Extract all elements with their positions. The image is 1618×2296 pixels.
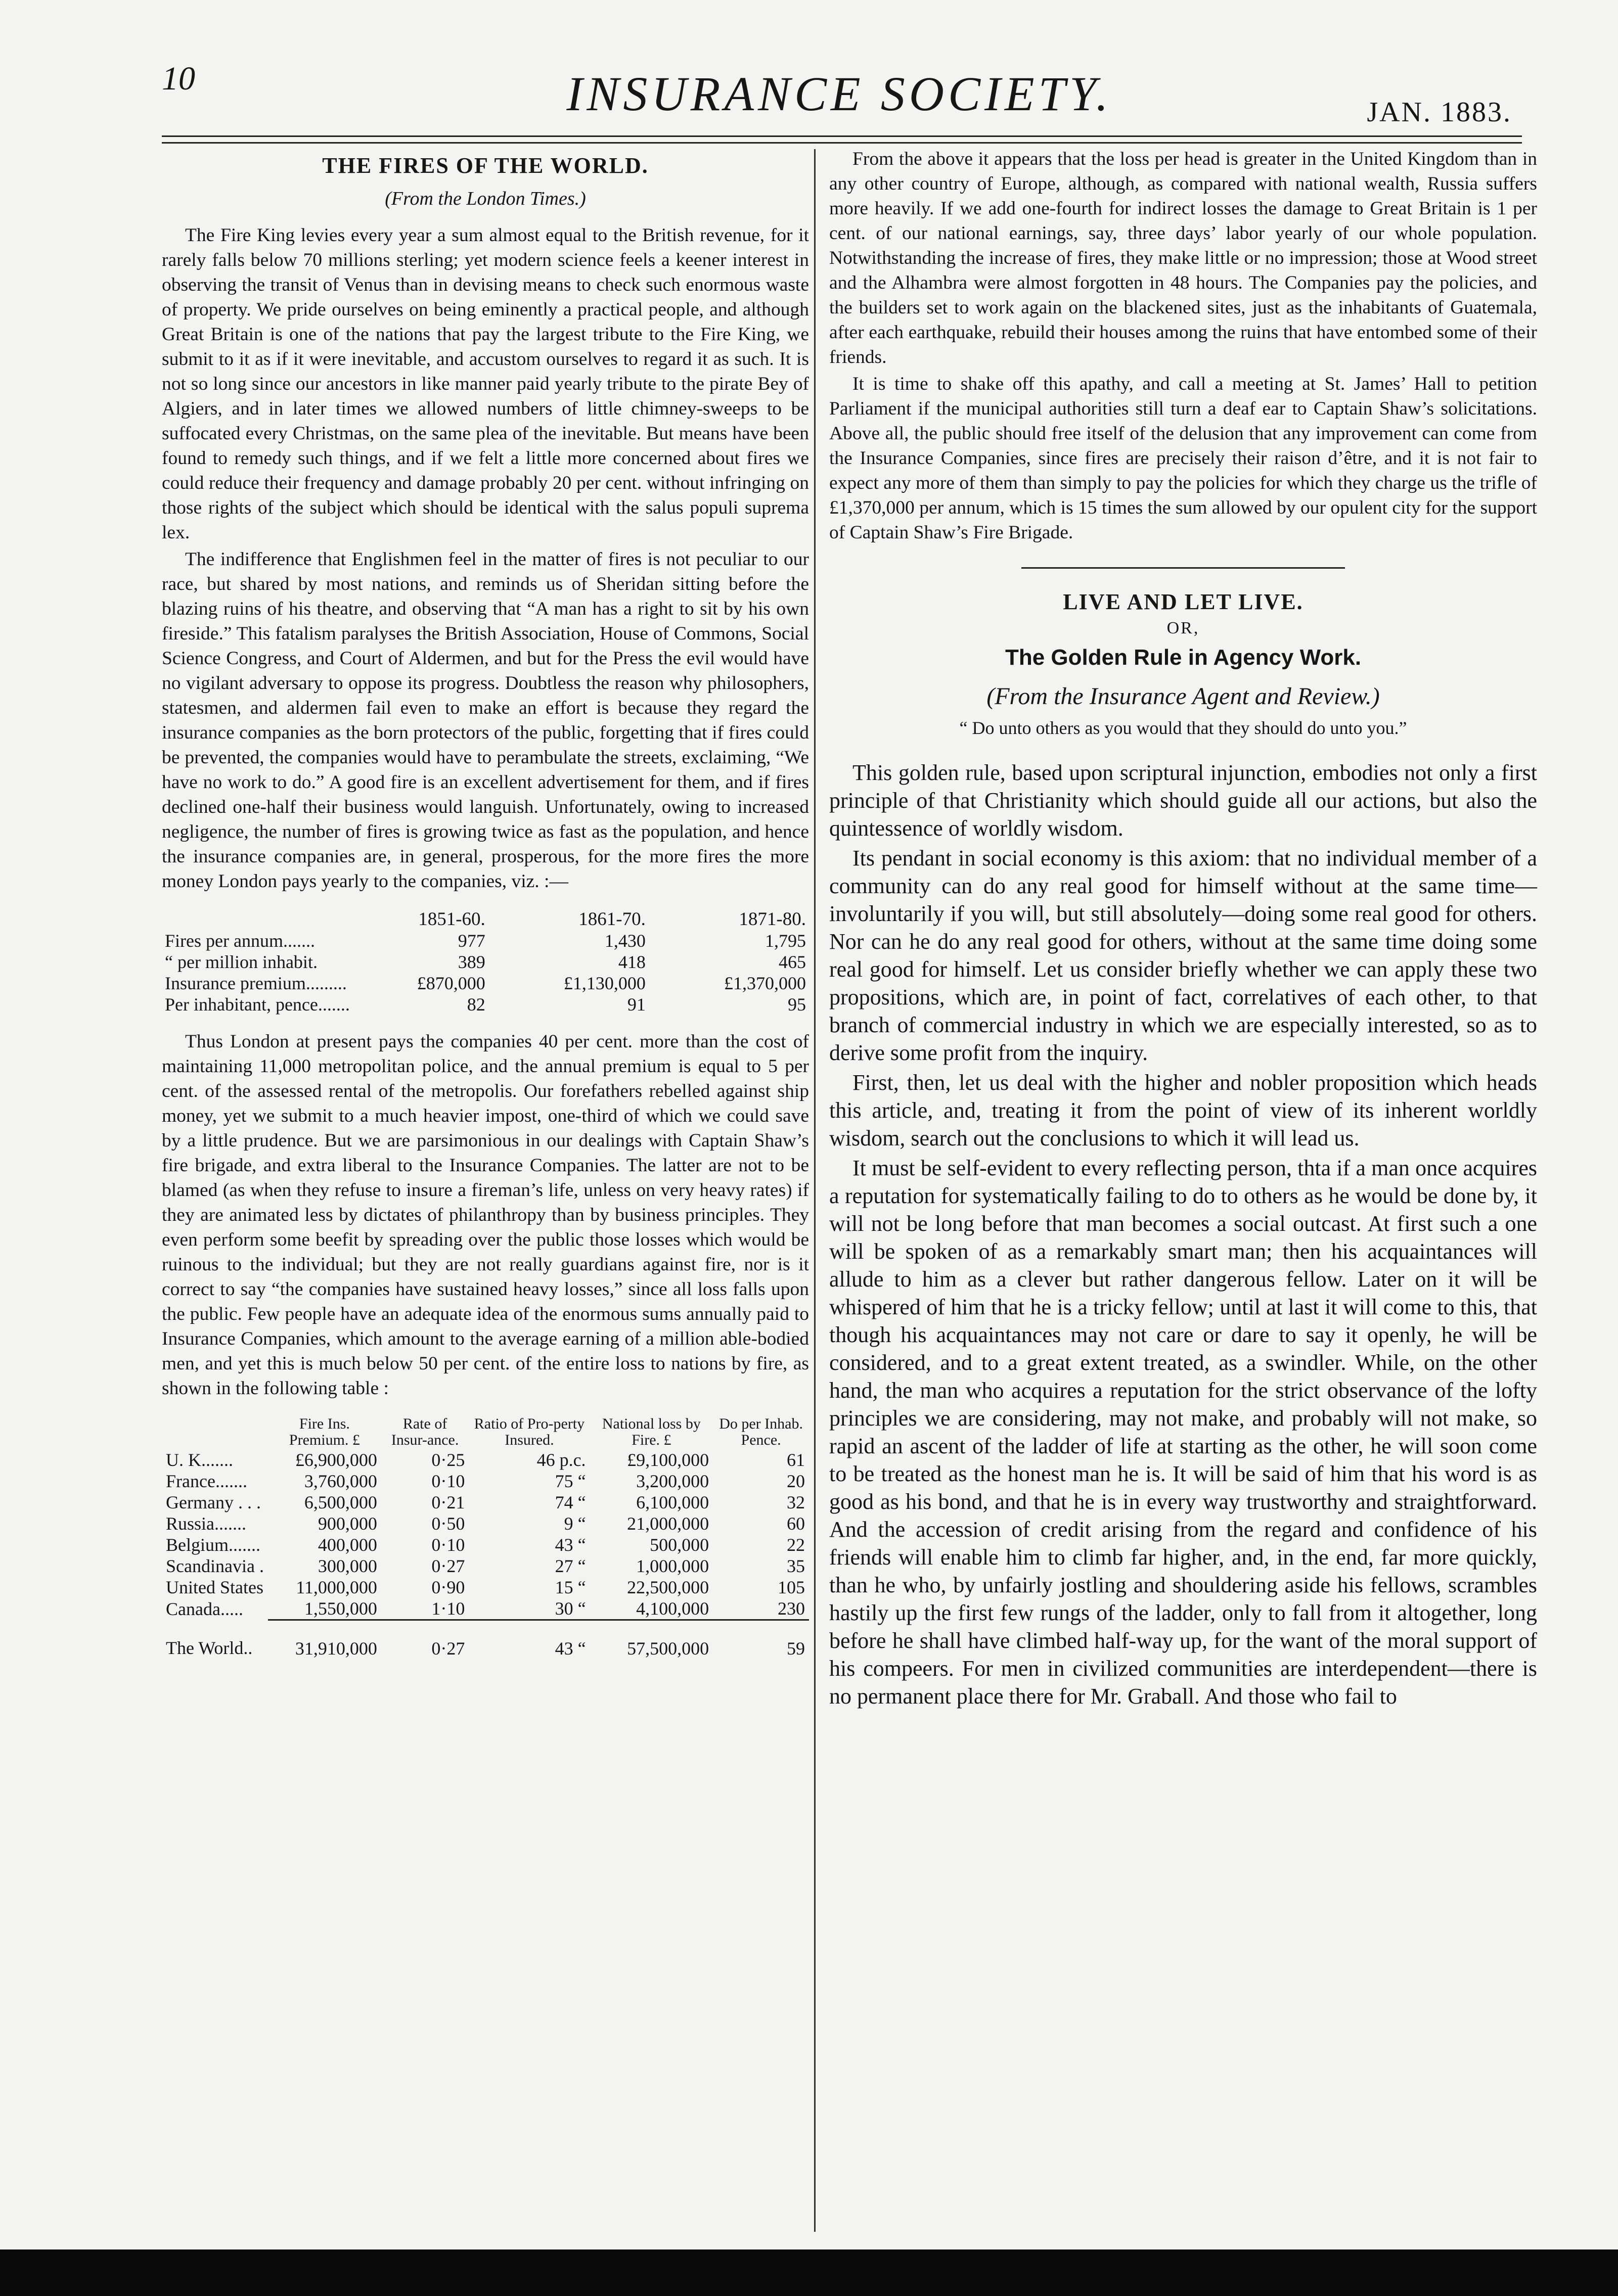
article-source-times: (From the London Times.) (385, 188, 586, 209)
section-divider (1021, 567, 1345, 569)
epigraph: “ Do unto others as you would that they should do unto you.” (959, 718, 1407, 738)
header-ratio: Ratio of Pro-perty Insured. (474, 1415, 585, 1448)
row-label: Insurance premium......... (165, 973, 347, 993)
cell: 0·25 (431, 1450, 465, 1470)
article-subtitle: The Golden Rule in Agency Work. (1005, 645, 1362, 670)
country-name: Germany . . . (166, 1492, 261, 1512)
table-row (162, 1555, 809, 1577)
article-title-fires: THE FIRES OF THE WORLD. (322, 153, 649, 178)
cell: 59 (713, 1620, 809, 1660)
country-name: U. K....... (166, 1450, 233, 1470)
cell: 46 p.c. (536, 1450, 586, 1470)
live-paragraph-1: This golden rule, based upon scriptural injunction, embodies not only a first principle of that Christianity which should guide all our actions, but also the quintessence of worldly wisdom. (829, 760, 1537, 841)
row-label: Per inhabitant, pence....... (165, 994, 350, 1015)
cell: 30 “ (555, 1598, 586, 1619)
cell: 230 (778, 1598, 805, 1619)
cell: 6,100,000 (636, 1492, 709, 1512)
cell: 0·21 (431, 1492, 465, 1512)
cell: 1,550,000 (304, 1598, 377, 1619)
cell: 300,000 (318, 1556, 377, 1576)
table-row (162, 1598, 809, 1620)
country-name: Scandinavia . (166, 1556, 264, 1576)
cell: 60 (787, 1513, 805, 1534)
right-column (829, 147, 1537, 1710)
cell: 3,200,000 (636, 1471, 709, 1491)
country-name: United States (166, 1577, 263, 1597)
london-table-header (162, 909, 809, 930)
country-name: Belgium....... (166, 1535, 260, 1555)
cell: 6,500,000 (304, 1492, 377, 1512)
fires-continued-2: It is time to shake off this apathy, and call a meeting at St. James’ Hall to petition Parliament if the municipal authorities still turn a deaf ear to Captain Shaw’s solicitations. Above all, the public should free itself of the delusion that any improvement can come from the Insurance Companies, since fires are precisely their raison d’être, and it is not fair to expect any more of them than simply to pay the policies for which they charge us the trifle of £1,370,000 per annum, which is 15 times the sum allowed by our opulent city for the support of Captain Shaw’s Fire Brigade. (829, 374, 1537, 543)
title-or: OR, (1166, 619, 1200, 637)
nations-table-header (162, 1415, 809, 1449)
table-row (162, 1471, 809, 1492)
london-col-1851: 1851-60. (418, 909, 485, 930)
issue-date: JAN. 1883. (1367, 97, 1512, 128)
cell: 15 “ (555, 1577, 586, 1597)
header-premium: Fire Ins. Premium. £ (289, 1415, 360, 1448)
table-row (162, 1577, 809, 1598)
london-col-1871: 1871-80. (739, 909, 806, 930)
cell: 0·10 (431, 1471, 465, 1491)
header-pence: Do per Inhab. Pence. (719, 1415, 803, 1448)
fires-paragraph-3: Thus London at present pays the companies 40 per cent. more than the cost of maintaining 11,000 metropolitan police, and the annual premium is equal to 5 per cent. of the assessed rental of the metropolis. Our forefathers rebelled against ship money, yet we submit to a much heavier impost, one-third of which we could save by a little prudence. But we are parsimonious in our dealings with Captain Shaw’s fire brigade, and extra liberal to the Insurance Companies. The latter are not to be blamed (as when they refuse to insure a fireman’s life, unless on very heavy rates) if they are animated less by dictates of philanthropy than by business principles. They even perform some beefit by spreading over the public those losses which would be ruinous to the individual; but they are not really guardians against fire, nor is it correct to say “the companies have sustained heavy losses,” since all loss falls upon the public. Few people have an adequate idea of the enormous sums annually paid to Insurance Companies, which amount to the average earning of a million able-bodied men, and yet this is much below 50 per cent. of the entire loss to nations by fire, as shown in the following table : (162, 1031, 809, 1399)
cell: 500,000 (650, 1535, 709, 1555)
cell: 20 (787, 1471, 805, 1491)
cell: 418 (618, 952, 646, 972)
london-fires-table (162, 909, 809, 1015)
page-number: 10 (162, 60, 195, 97)
nations-fire-table (162, 1415, 809, 1659)
country-name: The World.. (166, 1638, 253, 1659)
column-divider (814, 149, 816, 2232)
cell: 3,760,000 (304, 1471, 377, 1491)
cell: 43 “ (555, 1535, 586, 1555)
cell: 35 (787, 1556, 805, 1576)
cell: 105 (778, 1577, 805, 1597)
cell: 43 “ (469, 1620, 590, 1660)
table-row (162, 973, 809, 994)
cell: 0·90 (431, 1577, 465, 1597)
cell: £870,000 (417, 973, 485, 993)
fires-continued-1: From the above it appears that the loss per head is greater in the United Kingdom than in any other country of Europe, although, as compared with national wealth, Russia suffers more heavily. If we add one-fourth for indirect losses the damage to Great Britain is 1 per cent. of our national earnings, say, three days’ labor yearly of our whole population. Notwithstanding the increase of fires, they make little or no impression; those at Wood street and the Alhambra were almost forgotten in 48 hours. The Companies pay the policies, and the builders set to work again on the blackened sites, just as the inhabitants of Guatemala, after each earthquake, rebuild their houses among the ruins that have entombed some of their friends. (829, 149, 1537, 368)
cell: 0·27 (431, 1556, 465, 1576)
cell: £1,130,000 (563, 973, 646, 993)
country-name: Canada..... (166, 1598, 243, 1619)
cell: £6,900,000 (295, 1450, 377, 1470)
cell: 11,000,000 (296, 1577, 377, 1597)
cell: 400,000 (318, 1535, 377, 1555)
article-title-live: LIVE AND LET LIVE. (1063, 589, 1304, 614)
table-row (162, 951, 809, 973)
cell: £9,100,000 (627, 1450, 709, 1470)
cell: 75 “ (555, 1471, 586, 1491)
table-row (162, 1534, 809, 1555)
table-row (162, 930, 809, 951)
london-col-1861: 1861-70. (578, 909, 646, 930)
cell: 61 (787, 1450, 805, 1470)
cell: 1,795 (765, 931, 806, 951)
cell: 31,910,000 (268, 1620, 381, 1660)
table-row (162, 1513, 809, 1534)
cell: 9 “ (564, 1513, 586, 1534)
cell: 900,000 (318, 1513, 377, 1534)
scan-bottom-edge (0, 2249, 1618, 2296)
cell: 82 (467, 994, 485, 1015)
table-row (162, 1449, 809, 1471)
cell: 22 (787, 1535, 805, 1555)
fires-paragraph-2: The indifference that Englishmen feel in the matter of fires is not peculiar to our race, but shared by most nations, and reminds us of Sheridan sitting before the blazing ruins of his theatre, and observing that “A man has a right to sit by his own fireside.” This fatalism paralyses the British Association, House of Commons, Social Science Congress, and Court of Aldermen, and but for the Press the evil would have no vigilant adversary to oppose its progress. Doubtless the reason why philosophers, statesmen, and aldermen fail even to make an effort is because they regard the insurance companies as the born protectors of the public, forgetting that if fires could be prevented, the companies would have to perambulate the streets, exclaiming, “We have no work to do.” A good fire is an excellent advertisement for them, and if fires declined one-half their business would languish. Unfortunately, owing to increased negligence, the number of fires is growing twice as fast as the population, and hence the insurance companies are, in general, prosperous, for the more fires the more money London pays yearly to the companies, viz. :— (162, 549, 809, 892)
fires-paragraph-1: The Fire King levies every year a sum almost equal to the British revenue, for it rarely falls below 70 millions sterling; yet modern science feels a keener interest in observing the transit of Venus than in devising means to check such enormous waste of property. We pride ourselves on being eminently a practical people, and although Great Britain is one of the nations that pay the largest tribute to the Fire King, we submit to it as if it were inevitable, and accustom ourselves to regard it as such. It is not so long since our ancestors in like manner paid yearly tribute to the pirate Bey of Algiers, and in later times we allowed numbers of little chimney-sweeps to be suffocated every Christmas, on the same plea of the inevitable. But means have been found to remedy such things, and if we felt a little more concerned about fires we could reduce their frequency and damage probably 20 per cent. without infringing on those rights of the subject which should be identical with the salus populi suprema lex. (162, 225, 809, 543)
cell: £1,370,000 (724, 973, 806, 993)
left-column (162, 147, 809, 1659)
cell: 1,000,000 (636, 1556, 709, 1576)
table-total-row (162, 1620, 809, 1660)
country-name: Russia....... (166, 1513, 247, 1534)
cell: 977 (458, 931, 485, 951)
cell: 0·27 (381, 1620, 469, 1660)
cell: 4,100,000 (636, 1598, 709, 1619)
header-loss: National loss by Fire. £ (602, 1415, 701, 1448)
cell: 57,500,000 (590, 1620, 713, 1660)
cell: 32 (787, 1492, 805, 1512)
header-rate: Rate of Insur-ance. (391, 1415, 459, 1448)
cell: 465 (779, 952, 806, 972)
masthead-title: INSURANCE SOCIETY. (566, 67, 1112, 121)
cell: 1·10 (431, 1598, 465, 1619)
row-label: Fires per annum....... (165, 931, 315, 951)
live-paragraph-3: First, then, let us deal with the higher and nobler proposition which heads this article, and, treating it from the point of view of its inherent worldly wisdom, search out the conclusions to which it will lead us. (829, 1070, 1537, 1151)
cell: 0·50 (431, 1513, 465, 1534)
table-row (162, 994, 809, 1015)
row-label: “ per million inhabit. (165, 952, 318, 972)
cell: 21,000,000 (627, 1513, 709, 1534)
live-paragraph-4: It must be self-evident to every reflecting person, thta if a man once acquires a reputation for systematically failing to do to others as he would be done by, it will not be long before that man becomes a social outcast. At first such a one will be spoken of as a remarkably smart man; then his acquaintances will allude to him as a clever but rather dangerous fellow. Later on it will be whispered of him that he is a tricky fellow; until at last it will come to this, that though his acquaintances may not care or dare to say it openly, he will be considered, and to a great extent treated, as a swindler. While, on the other hand, the man who acquires a reputation for the strict observance of the lofty principles we are considering, may not make, and probably will not make, so rapid an ascent of the ladder of life at starting as the other, he will soon come to be treated as the honest man he is. It will be said of him that his word is as good as his bond, and that he is in every way trustworthy and straightforward. And the accession of credit arising from the regard and confidence of his friends will enable him to climb far higher, and, in the end, far more quickly, than he who, by unfairly jostling and shouldering aside his fellows, scrambles hastily up the first few rungs of the ladder, only to fall from it altogether, long before he shall have climbed half-way up, for the want of the moral support of his compeers. For men in civilized communities are interdependent—there is no permanent place there for Mr. Graball. And those who fail to (829, 1156, 1537, 1709)
cell: 1,430 (604, 931, 646, 951)
article-source-agent: (From the Insurance Agent and Review.) (986, 683, 1380, 710)
cell: 74 “ (555, 1492, 586, 1512)
cell: 0·10 (431, 1535, 465, 1555)
cell: 389 (458, 952, 485, 972)
table-row (162, 1492, 809, 1513)
cell: 22,500,000 (627, 1577, 709, 1597)
live-paragraph-2: Its pendant in social economy is this axiom: that no individual member of a community can do any real good for himself without at the same time—involuntarily if you will, but still absolutely—doing some real good for others. Nor can he do any real good for others, without at the same time doing some real good for himself. Let us consider briefly whether we can apply these two propositions, which are, in point of fact, correlatives of each other, to that branch of commercial industry in which we are especially interested, so as to derive some profit from the inquiry. (829, 846, 1537, 1065)
header-double-rule (162, 135, 1522, 144)
country-name: France....... (166, 1471, 247, 1491)
cell: 95 (788, 994, 806, 1015)
cell: 91 (627, 994, 646, 1015)
cell: 27 “ (555, 1556, 586, 1576)
